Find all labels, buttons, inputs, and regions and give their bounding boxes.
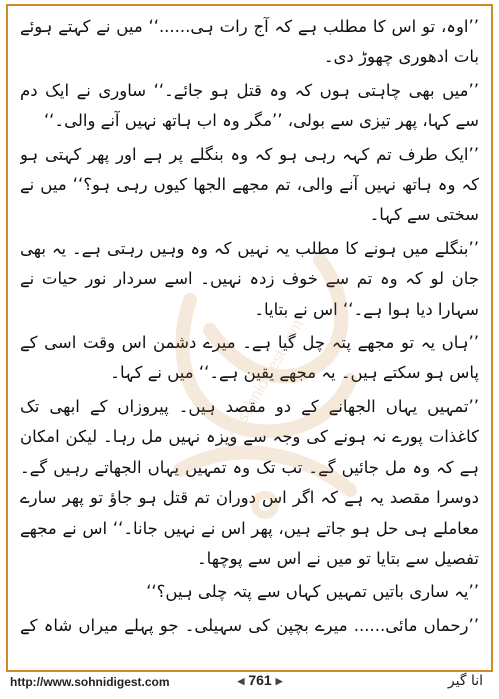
left-arrow-icon: ◀	[237, 675, 245, 686]
paragraph: ’’یہ ساری باتیں تمہیں کہاں سے پتہ چلی ہیں؟‘‘	[146, 582, 479, 602]
paragraph: ’’اوہ، تو اس کا مطلب ہے کہ آج رات ہی......‘‘ میں نے کہتے ہوئے بات ادھوری چھوڑ دی۔	[20, 17, 479, 67]
paragraph: ’’بنگلے میں ہونے کا مطلب یہ نہیں کہ وہ وہیں رہتی ہے۔ یہ بھی جان لو کہ وہ تم سے خوف زدہ نہیں۔ اسے سردار نور حیات نے سہارا دیا ہوا ہے۔‘‘ اس نے بتایا۔	[20, 238, 479, 319]
paragraph: ’’ایک طرف تم کہہ رہی ہو کہ وہ بنگلے پر ہے اور پھر کہتی ہو کہ وہ ہاتھ نہیں آنے والی، تم مجھے الجھا کیوں رہی ہو؟‘‘ میں نے سختی سے کہا۔	[20, 144, 479, 225]
paragraph: ’’تمہیں یہاں الجھانے کے دو مقصد ہیں۔ پیروزاں کے ابھی تک کاغذات پورے نہ ہونے کی وجہ سے ویزہ نہیں مل رہا۔ لیکن امکان ہے کہ وہ مل جائیں گے۔ تب تک وہ تمہیں یہاں الجھاتے رہیں گے۔ دوسرا مقصد یہ ہے کہ اگر اس دوران تم قتل ہو جاؤ تو پھر سارے معاملے ہی حل ہو جاتے ہیں، پھر اس نے نہیں جانا۔‘‘ اس نے مجھے تفصیل سے بتایا تو میں نے اس سے پوچھا۔	[20, 396, 479, 568]
book-title: انا گیر	[447, 673, 483, 689]
paragraph: ’’رحماں مائی...... میرے بچپن کی سہیلی۔ جو پہلے میراں شاہ کے	[20, 615, 479, 635]
paragraph: ’’ہاں یہ تو مجھے پتہ چل گیا ہے۔ میرے دشمن اس وقت اسی کے پاس ہو سکتے ہیں۔ یہ مجھے یقین ہے۔‘‘ میں نے کہا۔	[20, 333, 479, 383]
page-footer	[6, 672, 493, 696]
paragraph: ’’میں بھی چاہتی ہوں کہ وہ قتل ہو جائے۔‘‘ ساوری نے ایک دم سے کہا، پھر تیزی سے بولی، ’’مگر وہ اب ہاتھ نہیں آنے والی۔‘‘	[20, 80, 479, 131]
story-text	[20, 12, 479, 642]
page-number	[232, 672, 288, 688]
page-number-value: 761	[248, 672, 272, 688]
footer-url[interactable]: http://www.sohnidigest.com	[10, 675, 170, 689]
right-arrow-icon: ▶	[275, 675, 283, 686]
watermark-text: www.sohnidigest.com	[215, 316, 307, 459]
